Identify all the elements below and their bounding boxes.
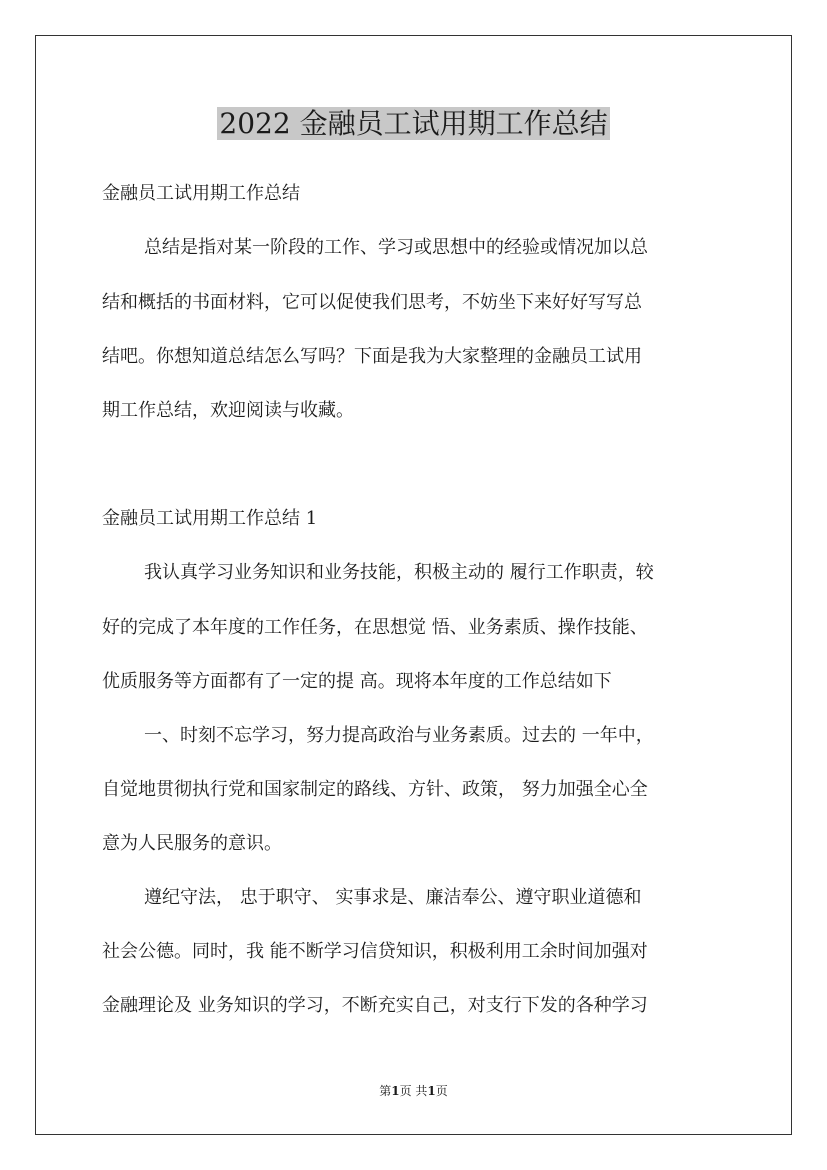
footer-page-total: 1 bbox=[427, 1084, 436, 1098]
footer-page-prefix: 第 bbox=[379, 1084, 392, 1098]
section-heading: 金融员工试用期工作总结 1 bbox=[102, 508, 318, 529]
paragraph-line: 好的完成了本年度的工作任务，在思想觉 悟、业务素质、操作技能、 bbox=[102, 617, 648, 638]
footer-page-number: 1 bbox=[391, 1084, 400, 1098]
footer-page-suffix: 页 bbox=[435, 1084, 448, 1098]
paragraph-line: 总结是指对某一阶段的工作、学习或思想中的经验或情况加以总 bbox=[144, 237, 648, 258]
paragraph-line: 意为人民服务的意识。 bbox=[102, 833, 282, 854]
paragraph-line: 社会公德。同时，我 能不断学习信贷知识，积极利用工余时间加强对 bbox=[102, 941, 648, 962]
paragraph-line: 结吧。你想知道总结怎么写吗？下面是我为大家整理的金融员工试用 bbox=[102, 346, 642, 367]
paragraph-line: 我认真学习业务知识和业务技能，积极主动的 履行工作职责，较 bbox=[144, 562, 654, 583]
paragraph-line: 一、时刻不忘学习，努力提高政治与业务素质。过去的 一年中， bbox=[144, 725, 654, 746]
document-title-text: 2022 金融员工试用期工作总结 bbox=[219, 107, 608, 140]
paragraph-line: 金融理论及 业务知识的学习，不断充实自己，对支行下发的各种学习 bbox=[102, 995, 648, 1016]
page-footer bbox=[0, 1083, 827, 1099]
paragraph-line: 优质服务等方面都有了一定的提 高。现将本年度的工作总结如下 bbox=[102, 671, 612, 692]
paragraph-line: 遵纪守法， 忠于职守、 实事求是、廉洁奉公、遵守职业道德和 bbox=[144, 887, 642, 908]
section-heading: 金融员工试用期工作总结 bbox=[102, 183, 300, 204]
paragraph-line: 期工作总结，欢迎阅读与收藏。 bbox=[102, 400, 354, 421]
footer-page-mid: 页 共 bbox=[399, 1084, 428, 1098]
document-title bbox=[0, 104, 827, 144]
paragraph-line: 结和概括的书面材料，它可以促使我们思考，不妨坐下来好好写写总 bbox=[102, 292, 642, 313]
paragraph-line: 自觉地贯彻执行党和国家制定的路线、方针、政策， 努力加强全心全 bbox=[102, 779, 648, 800]
